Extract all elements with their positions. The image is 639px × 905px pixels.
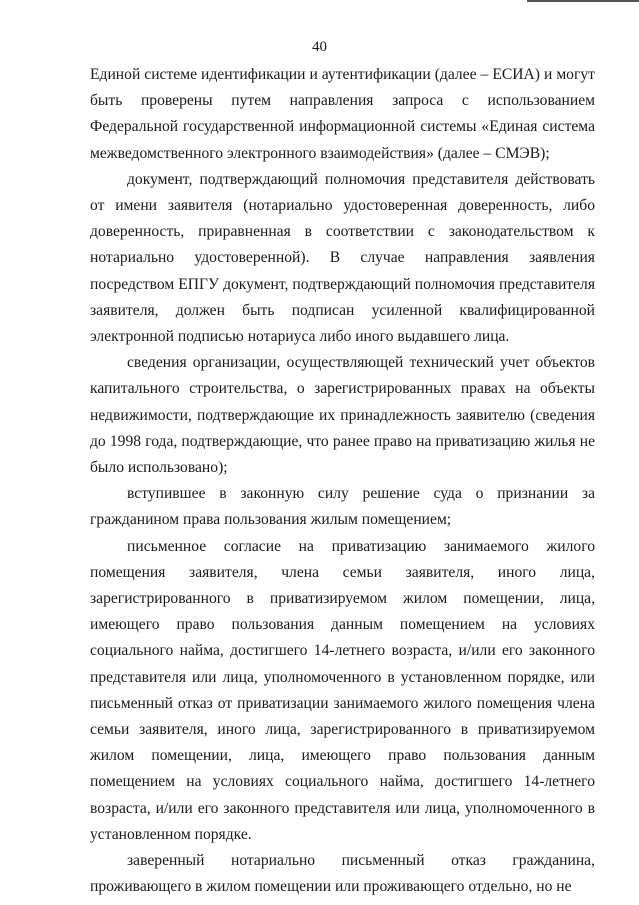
page-number: 40	[312, 39, 327, 55]
paragraph-esia-continuation: Единой системе идентификации и аутентификации (далее – ЕСИА) и могут быть проверены путем направления запроса с использованием Федеральной государственной информационной системы «Единая система межведомственного электронного взаимодействия» (далее – СМЭВ);	[90, 66, 595, 162]
paragraph-written-consent: письменное согласие на приватизацию занимаемого жилого помещения заявителя, члена семьи заявителя, иного лица, зарегистрированного в приватизируемом жилом помещении, лица, имеющего право пользования данным помещением на условиях социального найма, достигшего 14-летнего возраста, и/или его законного представителя или лица, уполномоченного в установленном порядке, или письменный отказ от приватизации занимаемого жилого помещения члена семьи заявителя, иного лица, зарегистрированного в приватизируемом жилом помещении, лица, имеющего право пользования данным помещением на условиях социального найма, достигшего 14-летнего возраста, и/или его законного представителя или лица, уполномоченного в установленном порядке.	[90, 537, 595, 843]
paragraph-technical-registration: сведения организации, осуществляющей технический учет объектов капитального строительства, о зарегистрированных правах на объекты недвижимости, подтверждающие их принадлежность заявителю (сведения до 1998 года, подтверждающие, что ранее право на приватизацию жилья не было использовано);	[90, 354, 595, 477]
document-body	[90, 62, 595, 901]
paragraph-notarized-refusal: заверенный нотариально письменный отказ гражданина, проживающего в жилом помещении или проживающего отдельно, но не	[90, 852, 595, 896]
paragraph-representative-authority: документ, подтверждающий полномочия представителя действовать от имени заявителя (нотариально удостоверенная доверенность, либо доверенность, приравненная в соответствии с законодательством к нотариально удостоверенной). В случае направления заявления посредством ЕПГУ документ, подтверждающий полномочия представителя заявителя, должен быть подписан усиленной квалифицированной электронной подписью нотариуса либо иного выдавшего лица.	[90, 170, 595, 346]
top-edge-rule	[527, 0, 639, 2]
paragraph-court-decision: вступившее в законную силу решение суда о признании за гражданином права пользования жилым помещением;	[90, 485, 595, 529]
